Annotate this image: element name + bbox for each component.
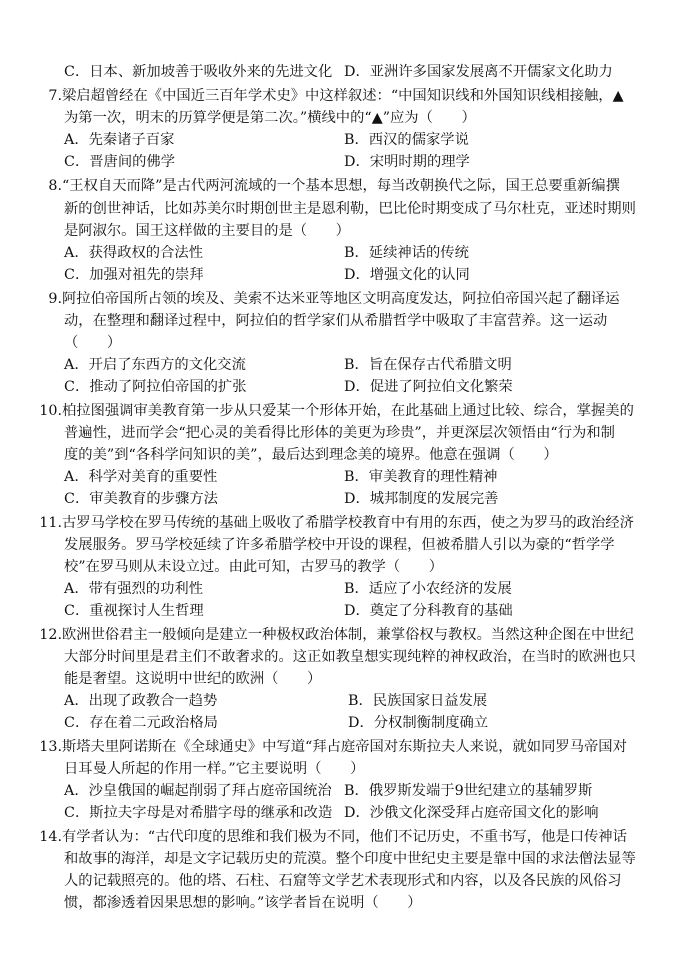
question-number: 12. — [39, 627, 62, 643]
answer-option: C．存在着二元政治格局 — [64, 715, 218, 731]
question-text-continued: 发展服务。罗马学校延续了许多希腊学校中开设的课程，但被希腊人引以为豪的“哲学学 — [64, 537, 615, 553]
answer-option: A．沙皇俄国的崛起削弱了拜占庭帝国统治 — [64, 783, 332, 799]
question-number: 9. — [48, 291, 62, 307]
question-text: “王权自天而降”是古代两河流域的一个基本思想，每当改朝换代之际，国王总要重新编撰 — [62, 178, 620, 194]
answer-option: C．晋唐间的佛学 — [64, 154, 176, 170]
answer-option: A．先秦诸子百家 — [64, 132, 175, 148]
question-line — [38, 86, 624, 106]
answer-option: C．推动了阿拉伯帝国的扩张 — [64, 379, 247, 395]
question-line — [38, 827, 627, 847]
question-text-continued: 普遍性，进而学会“把心灵的美看得比形体的美更为珍贵”，并更深层次领悟由“行为和制 — [64, 425, 615, 441]
answer-option: D．城邦制度的发展完善 — [344, 491, 499, 507]
answer-option: B．延续神话的传统 — [344, 245, 469, 261]
answer-option: C．日本、新加坡善于吸收外来的先进文化 — [64, 64, 333, 80]
answer-option: A．带有强烈的功利性 — [64, 581, 203, 597]
question-line — [38, 513, 634, 533]
answer-option: A．出现了政教合一趋势 — [64, 693, 218, 709]
answer-option: B．俄罗斯发端于9世纪建立的基辅罗斯 — [344, 783, 593, 799]
question-text-continued: 度的美”到“各科学问知识的美”，最后达到理念美的境界。他意在强调（ ） — [64, 447, 558, 463]
question-text-continued: 校”在罗马则从未设立过。由此可知，古罗马的教学（ ） — [64, 559, 444, 575]
question-text-continued: 新的创世神话，比如苏美尔时期创世主是恩利勒，巴比伦时期变成了马尔杜克，亚述时期则 — [64, 201, 636, 217]
question-text: 古罗马学校在罗马传统的基础上吸收了希腊学校教育中有用的东西，使之为罗马的政治经济 — [62, 515, 634, 531]
answer-option: D．亚洲许多国家发展离不开儒家文化助力 — [344, 64, 613, 80]
answer-option: D．奠定了分科教育的基础 — [344, 603, 513, 619]
question-text: 阿拉伯帝国所占领的埃及、美索不达米亚等地区文明高度发达，阿拉伯帝国兴起了翻译运 — [62, 291, 620, 307]
question-text-continued: 和故事的海洋，却是文字记载历史的荒漠。整个印度中世纪史主要是靠中国的求法僧法显等 — [64, 851, 636, 867]
answer-option: B．旨在保存古代希腊文明 — [344, 357, 512, 373]
answer-option: B．适应了小农经济的发展 — [344, 581, 512, 597]
question-number: 10. — [39, 403, 62, 419]
question-number: 13. — [39, 739, 62, 755]
answer-option: A．获得政权的合法性 — [64, 245, 203, 261]
question-number: 8. — [48, 178, 62, 194]
question-text: 斯塔夫里阿诺斯在《全球通史》中写道“拜占庭帝国对东斯拉夫人来说，就如同罗马帝国对 — [62, 739, 627, 755]
answer-option: D．沙俄文化深受拜占庭帝国文化的影响 — [344, 805, 599, 821]
question-text: 欧洲世俗君主一般倾向是建立一种极权政治体制，兼掌俗权与教权。当然这种企图在中世纪 — [62, 627, 634, 643]
question-line — [38, 176, 620, 196]
answer-option: B．民族国家日益发展 — [348, 693, 488, 709]
answer-option: C．重视探讨人生哲理 — [64, 603, 204, 619]
question-text-continued: 是阿淑尔。国王这样做的主要目的是（ ） — [64, 223, 350, 239]
question-text: 柏拉图强调审美教育第一步从只爱某一个形体开始，在此基础上通过比较、综合，掌握美的 — [62, 403, 634, 419]
answer-option: D．增强文化的认同 — [344, 267, 470, 283]
question-text-continued: （ ） — [64, 335, 122, 351]
answer-option: C．加强对祖先的崇拜 — [64, 267, 204, 283]
question-text: 有学者认为：“古代印度的思维和我们极为不同，他们不记历史，不重书写，他是口传神话 — [62, 829, 627, 845]
question-number: 14. — [39, 829, 62, 845]
question-line — [38, 289, 620, 309]
question-text-continued: 动，在整理和翻译过程中，阿拉伯的哲学家们从希腊哲学中吸取了丰富营养。这一运动 — [64, 313, 608, 329]
question-line — [38, 737, 627, 757]
question-text-continued: 惯，都渗透着因果思想的影响。”该学者旨在说明（ ） — [64, 895, 422, 911]
question-text-continued: 为第一次，明末的历算学便是第二次。”横线中的“▲”应为（ ） — [64, 110, 476, 126]
question-number: 11. — [39, 515, 62, 531]
answer-option: C．斯拉夫字母是对希腊字母的继承和改造 — [64, 805, 333, 821]
answer-option: B．西汉的儒家学说 — [344, 132, 469, 148]
question-text: 梁启超曾经在《中国近三百年学术史》中这样叙述：“中国知识线和外国知识线相接触，▲ — [62, 88, 624, 104]
question-line — [38, 401, 634, 421]
answer-option: D．促进了阿拉伯文化繁荣 — [344, 379, 513, 395]
question-line — [38, 625, 634, 645]
answer-option: D．分权制衡制度确立 — [348, 715, 489, 731]
question-text-continued: 能是奢望。这说明中世纪的欧洲（ ） — [64, 671, 322, 687]
question-text-continued: 人的记载照亮的。他的塔、石柱、石窟等文学艺术表现形式和内容，以及各民族的风俗习 — [64, 873, 622, 889]
answer-option: C．审美教育的步骤方法 — [64, 491, 218, 507]
answer-option: B．审美教育的理性精神 — [344, 469, 498, 485]
question-text-continued: 日耳曼人所起的作用一样。”它主要说明（ ） — [64, 761, 365, 777]
answer-option: D．宋明时期的理学 — [344, 154, 470, 170]
answer-option: A．科学对美育的重要性 — [64, 469, 218, 485]
question-number: 7. — [48, 88, 62, 104]
answer-option: A．开启了东西方的文化交流 — [64, 357, 246, 373]
question-text-continued: 大部分时间里是君主们不敢奢求的。这正如教皇想实现纯粹的神权政治，在当时的欧洲也只 — [64, 649, 636, 665]
